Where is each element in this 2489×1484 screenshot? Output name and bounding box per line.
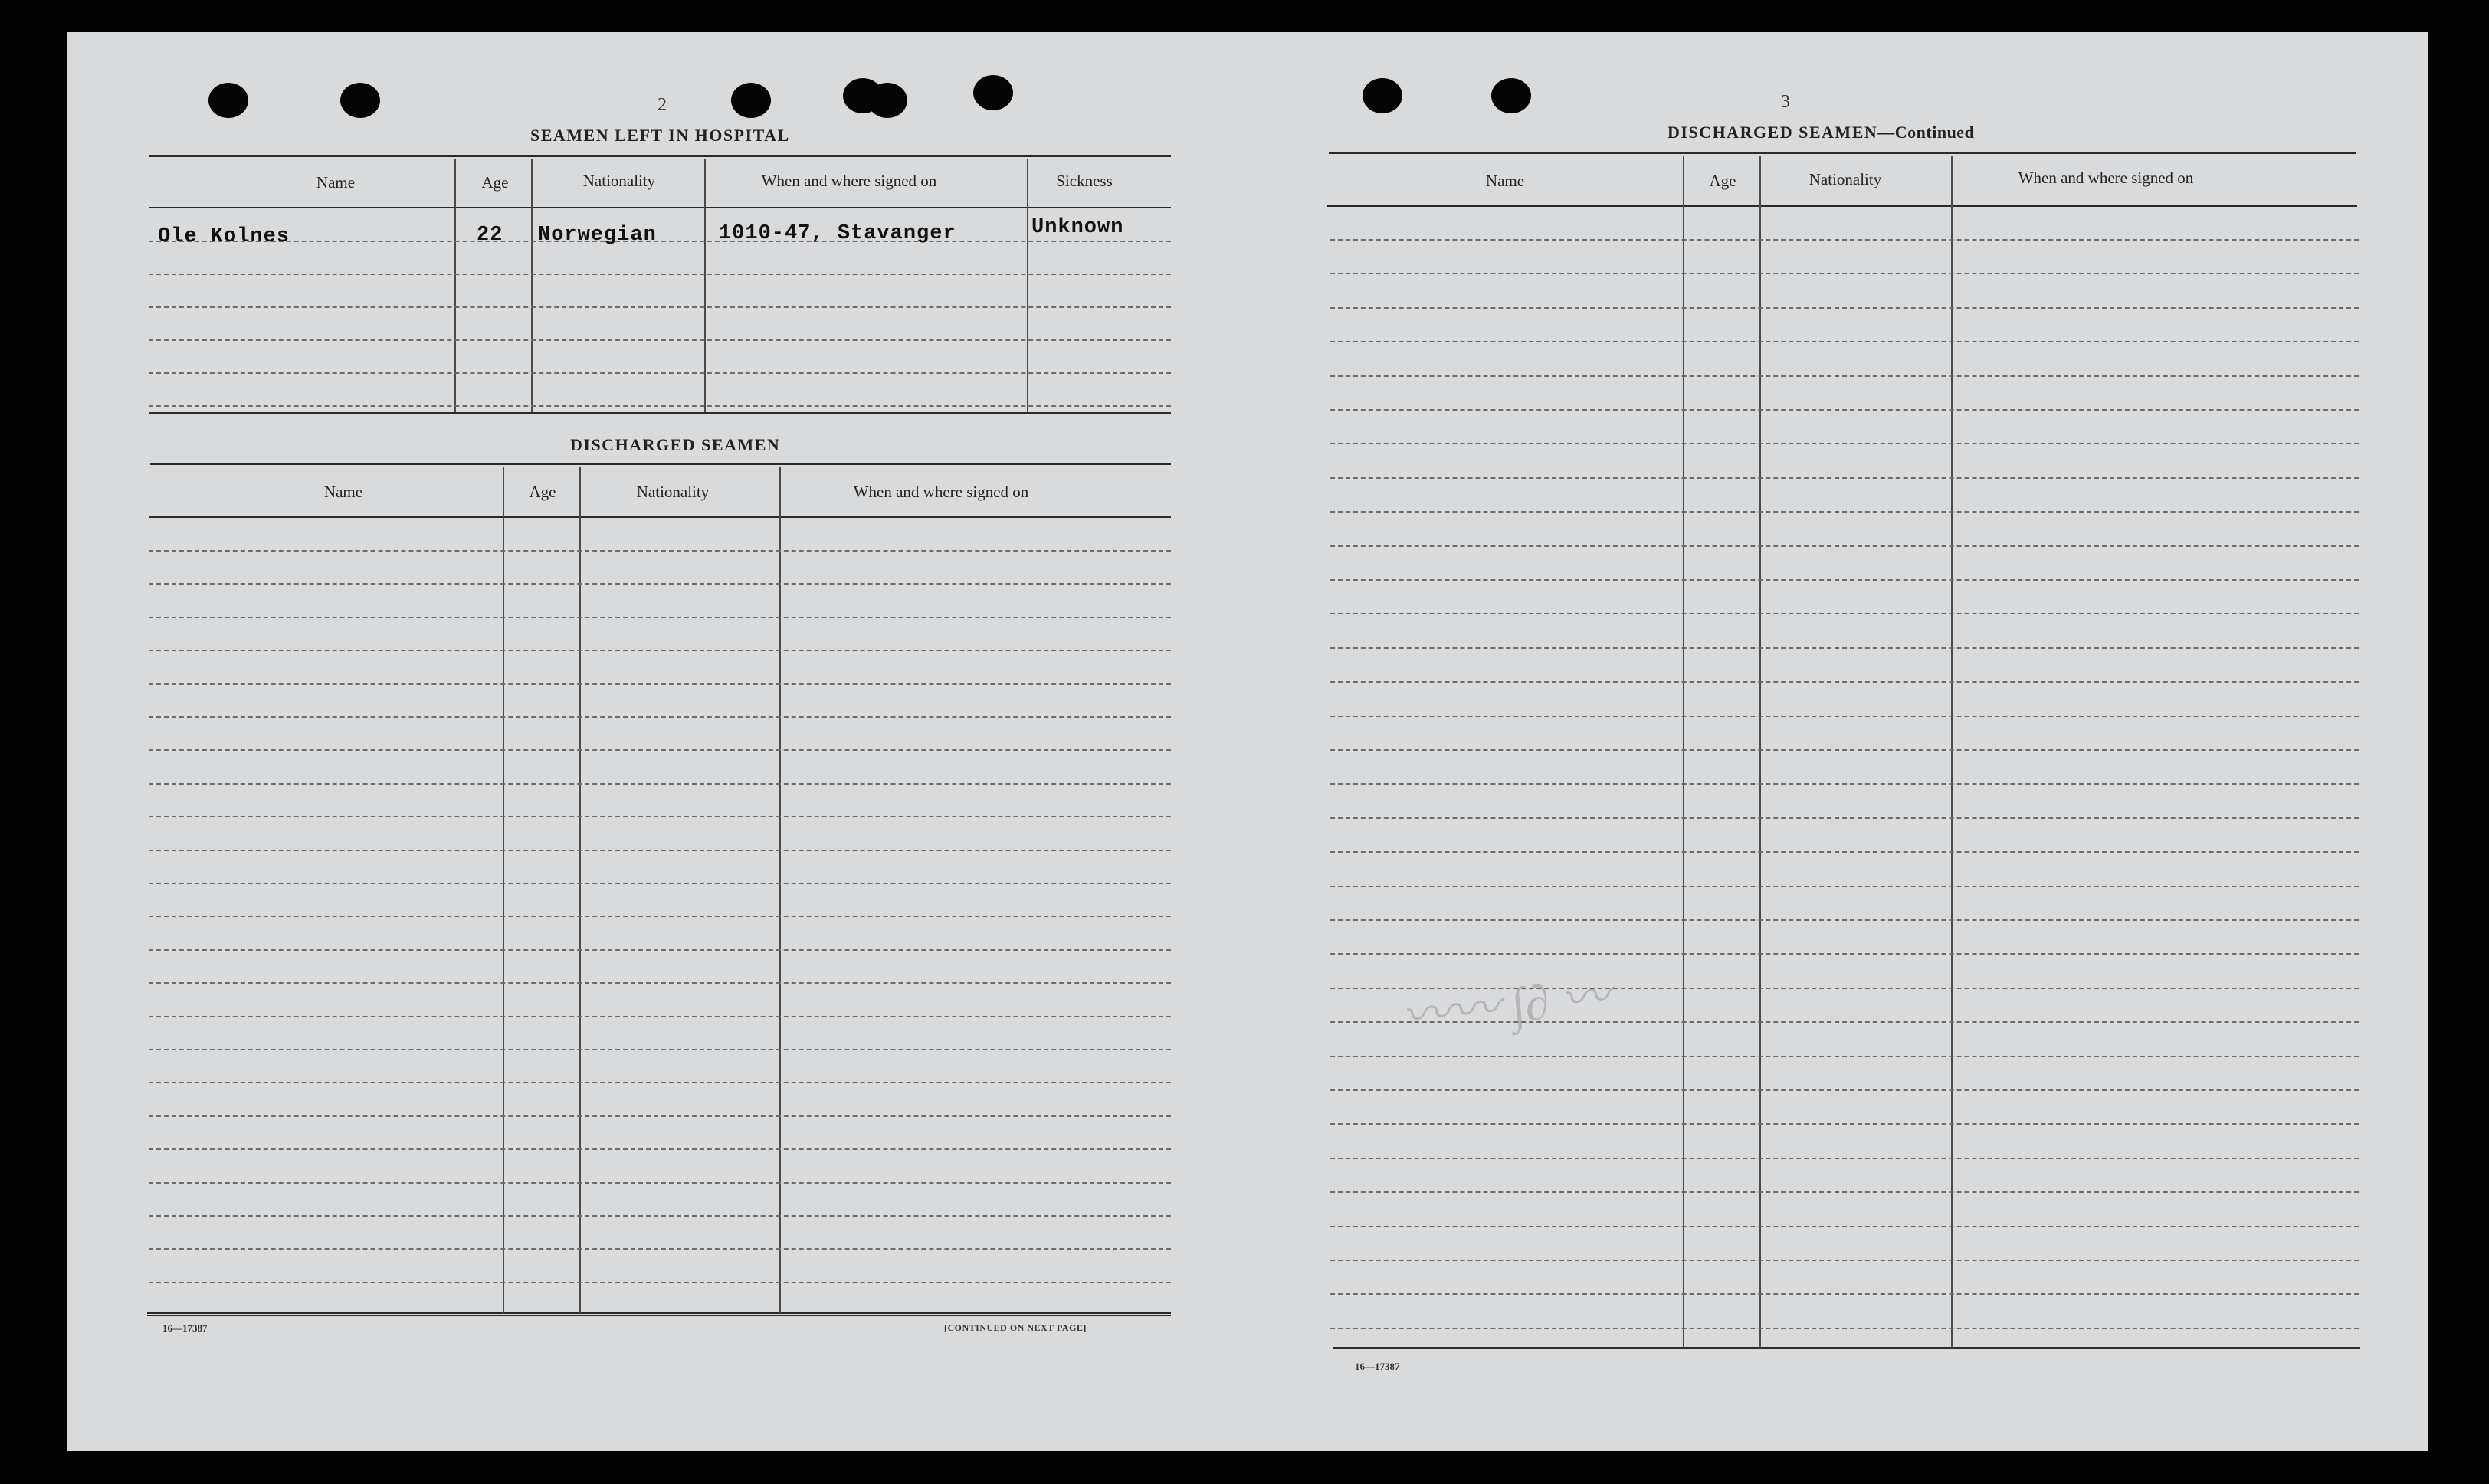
hospital-col-nationality: Nationality <box>582 172 656 190</box>
continued-note: [CONTINUED ON NEXT PAGE] <box>944 1322 1087 1333</box>
hospital-row-nationality: Norwegian <box>538 224 657 247</box>
row-line <box>149 850 1171 851</box>
hospital-row-name: Ole Kolnes <box>158 225 290 248</box>
row-line <box>149 1182 1171 1184</box>
right-col-signed-on: When and where signed on <box>2018 169 2194 187</box>
discharged-divider <box>779 467 781 1313</box>
right-form-number: 16—17387 <box>1355 1361 1400 1372</box>
row-line <box>1330 307 2359 309</box>
row-line <box>1330 409 2359 411</box>
row-line <box>149 683 1171 685</box>
hospital-top-rule <box>149 155 1171 157</box>
row-line <box>149 916 1171 917</box>
discharged-bottom-rule-thin <box>147 1315 1171 1316</box>
row-line <box>149 241 1171 242</box>
discharged-bottom-rule <box>147 1312 1171 1314</box>
punch-hole <box>1363 78 1402 113</box>
row-line <box>1330 273 2359 274</box>
row-line <box>149 339 1171 341</box>
hospital-divider <box>531 159 533 412</box>
row-line <box>149 949 1171 951</box>
hospital-row-signed-on: 1010-47, Stavanger <box>719 222 956 245</box>
hospital-divider <box>454 159 456 412</box>
row-line <box>1330 239 2359 241</box>
hospital-row-age: 22 <box>477 224 503 247</box>
hospital-col-name: Name <box>316 173 356 192</box>
row-line <box>1330 647 2359 649</box>
discharged-col-age: Age <box>529 483 556 501</box>
row-line <box>149 617 1171 618</box>
hospital-col-age: Age <box>481 173 509 192</box>
right-col-name: Name <box>1485 172 1525 190</box>
row-line <box>149 1049 1171 1050</box>
row-line <box>149 650 1171 651</box>
right-title-suffix: —Continued <box>1877 123 1975 142</box>
row-line <box>1330 613 2359 614</box>
row-line <box>149 1082 1171 1083</box>
row-line <box>1330 341 2359 342</box>
hospital-col-signed-on: When and where signed on <box>761 172 937 190</box>
row-line <box>149 1016 1171 1017</box>
hospital-header-rule <box>149 207 1171 208</box>
hospital-divider <box>704 159 706 412</box>
row-line <box>1330 1226 2359 1227</box>
row-line <box>149 306 1171 308</box>
manifest-sheet <box>67 32 2428 1451</box>
row-line <box>149 1248 1171 1250</box>
punch-hole <box>208 83 248 118</box>
row-line <box>149 372 1171 374</box>
row-line <box>1330 443 2359 444</box>
row-line <box>1330 919 2359 921</box>
right-page-number: 3 <box>1781 92 1790 112</box>
punch-hole <box>340 83 380 118</box>
right-top-rule <box>1329 152 2356 154</box>
hospital-bottom-rule <box>149 412 1171 414</box>
row-line <box>149 1115 1171 1117</box>
discharged-divider <box>579 467 581 1313</box>
row-line <box>1330 1056 2359 1057</box>
right-divider <box>1951 156 1953 1348</box>
row-line <box>1330 851 2359 853</box>
hospital-col-sickness: Sickness <box>1056 172 1113 190</box>
row-line <box>1330 1293 2359 1295</box>
row-line <box>1330 1328 2359 1329</box>
discharged-col-name: Name <box>323 483 363 501</box>
row-line <box>1330 375 2359 377</box>
right-col-age: Age <box>1709 172 1736 190</box>
row-line <box>1330 477 2359 479</box>
row-line <box>1330 817 2359 819</box>
bleed-through-signature: 〰〰 ∫∂ 〰 <box>1399 968 1613 1045</box>
row-line <box>1330 953 2359 955</box>
row-line <box>1330 579 2359 581</box>
row-line <box>149 405 1171 407</box>
discharged-divider <box>503 467 504 1313</box>
hospital-divider <box>1027 159 1028 412</box>
row-line <box>1330 783 2359 785</box>
right-divider <box>1683 156 1684 1348</box>
right-bottom-rule <box>1333 1347 2360 1349</box>
row-line <box>1330 511 2359 513</box>
row-line <box>1330 681 2359 683</box>
row-line <box>149 982 1171 984</box>
row-line <box>1330 1089 2359 1091</box>
row-line <box>149 1148 1171 1150</box>
left-form-number: 16—17387 <box>162 1322 208 1334</box>
row-line <box>1330 545 2359 547</box>
row-line <box>1330 886 2359 887</box>
punch-hole <box>843 78 883 113</box>
discharged-col-nationality: Nationality <box>636 483 710 501</box>
discharged-header-rule <box>149 516 1171 518</box>
right-title-main: DISCHARGED SEAMEN <box>1668 123 1878 142</box>
right-col-nationality: Nationality <box>1809 170 1882 188</box>
row-line <box>149 783 1171 785</box>
hospital-row-sickness: Unknown <box>1031 216 1124 239</box>
row-line <box>1330 716 2359 717</box>
row-line <box>149 550 1171 552</box>
left-page-number: 2 <box>658 95 667 115</box>
discharged-col-signed-on: When and where signed on <box>853 483 1029 501</box>
row-line <box>1330 749 2359 751</box>
row-line <box>149 816 1171 817</box>
punch-hole <box>731 83 771 118</box>
row-line <box>1330 1158 2359 1159</box>
punch-hole <box>1491 78 1531 113</box>
row-line <box>149 1215 1171 1217</box>
right-header-rule <box>1327 205 2357 207</box>
discharged-top-rule <box>150 463 1171 465</box>
row-line <box>1330 1260 2359 1261</box>
right-divider <box>1759 156 1761 1348</box>
row-line <box>149 716 1171 718</box>
row-line <box>149 1282 1171 1283</box>
discharged-section-title: DISCHARGED SEAMEN <box>570 435 781 454</box>
row-line <box>149 883 1171 884</box>
hospital-section-title: SEAMEN LEFT IN HOSPITAL <box>530 126 790 145</box>
row-line <box>149 583 1171 585</box>
row-line <box>149 749 1171 751</box>
right-section-title <box>1668 123 1974 143</box>
row-line <box>1330 1123 2359 1125</box>
row-line <box>149 274 1171 275</box>
row-line <box>1330 1191 2359 1193</box>
punch-hole <box>973 75 1013 110</box>
